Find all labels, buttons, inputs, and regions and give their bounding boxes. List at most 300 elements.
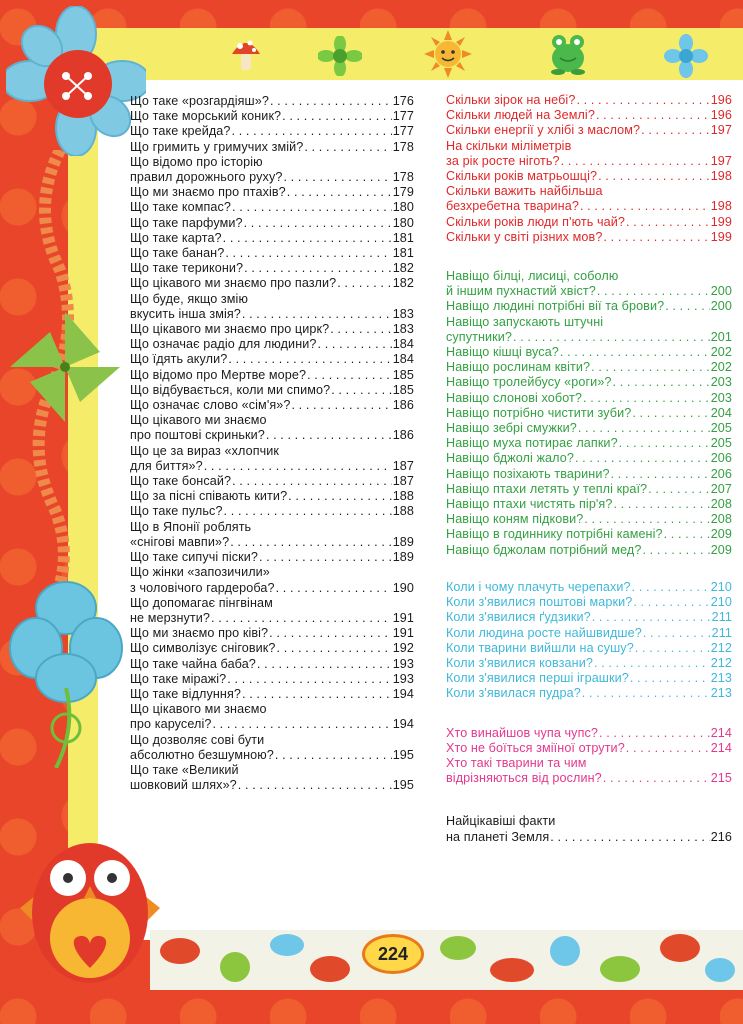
- toc-page-number: 184: [392, 337, 414, 352]
- toc-page-number: 192: [392, 641, 414, 656]
- toc-entry-title-line: Навіщо запускають штучні: [446, 314, 604, 329]
- pattern-blob: [600, 956, 640, 982]
- toc-entry: [446, 671, 732, 686]
- toc-entry-row: [446, 726, 732, 741]
- toc-page-number: 211: [711, 625, 732, 640]
- toc-entry: [446, 497, 732, 512]
- dot-leader: [603, 230, 709, 245]
- toc-page-number: 197: [710, 123, 732, 138]
- toc-entry: [446, 436, 732, 451]
- dot-leader: [230, 535, 392, 550]
- toc-entry-title-line: Що відомо про історію: [130, 154, 263, 169]
- toc-entry-row: [446, 686, 732, 701]
- toc-entry-title-line: Що таке карта?: [130, 230, 222, 245]
- blue-flower-icon: [664, 34, 708, 78]
- toc-entry-title-line: Що в Японії роблять: [130, 519, 252, 534]
- toc-entry: [130, 504, 414, 519]
- toc-entry-row: [130, 398, 414, 413]
- toc-entry-title-line: Що таке терикони?: [130, 261, 244, 276]
- toc-entry-row: [130, 231, 414, 246]
- toc-entry-title-line: Що відомо про Мертве море?: [130, 367, 307, 382]
- yellow-top-strip: [96, 28, 743, 82]
- toc-page-number: 211: [711, 610, 732, 625]
- toc-entry: [130, 413, 414, 443]
- dot-leader: [626, 741, 710, 756]
- toc-entry-title-line: Найцікавіші факти: [446, 814, 556, 829]
- toc-page-number: 195: [392, 747, 414, 762]
- toc-entry-title-line: Що відбувається, коли ми спимо?: [130, 382, 331, 397]
- toc-entry-title-line: Хто винайшов чупа чупс?: [446, 725, 599, 740]
- dot-leader: [594, 656, 710, 671]
- toc-entry-title-line: Навіщо птахи летять у теплі краї?: [446, 481, 648, 496]
- toc-entry-title-line: Що дозволяє сові бути: [130, 732, 265, 747]
- toc-entry: [130, 216, 414, 231]
- toc-entry-row: [130, 94, 414, 109]
- pattern-blob: [270, 934, 304, 956]
- toc-entry: [446, 375, 732, 390]
- toc-entry-row: [446, 93, 732, 108]
- dot-leader: [599, 726, 710, 741]
- toc-entry-row: [130, 459, 414, 474]
- toc-page-number: 193: [392, 656, 414, 671]
- dot-leader: [632, 580, 710, 595]
- toc-page-number: 176: [392, 94, 414, 108]
- toc-page-number: 198: [710, 169, 732, 184]
- toc-entry: [446, 123, 732, 138]
- toc-page-number: 182: [392, 276, 414, 291]
- toc-entry: [446, 527, 732, 542]
- toc-page-number: 199: [710, 214, 732, 229]
- toc-page-number: 189: [392, 550, 414, 565]
- toc-entry-title-line: Що таке «Великий: [130, 762, 239, 777]
- dot-leader: [642, 543, 709, 558]
- toc-entry-row: [446, 467, 732, 482]
- dot-leader: [584, 512, 709, 527]
- toc-entry-row: [446, 771, 732, 786]
- toc-entry-title-line: Навіщо бджолам потрібний мед?: [446, 542, 642, 557]
- toc-entry-title-line: Скільки років матрьошці?: [446, 169, 598, 184]
- dot-leader: [212, 717, 391, 732]
- toc-entry-row: [130, 261, 414, 276]
- toc-entry: [446, 299, 732, 314]
- toc-entry-row: [446, 330, 732, 345]
- toc-entry: [446, 108, 732, 123]
- toc-entry-row: [446, 497, 732, 512]
- toc-entry-title-line: Навіщо коням підкови?: [446, 512, 584, 527]
- toc-entry: [446, 391, 732, 406]
- toc-page-number: 200: [710, 284, 732, 299]
- toc-entry-title-line: Що цікавого ми знаємо про цирк?: [130, 322, 330, 337]
- toc-entry-row: [130, 626, 414, 641]
- toc-page-number: 212: [710, 655, 732, 670]
- toc-entry: [446, 543, 732, 558]
- toc-page-number: 203: [710, 375, 732, 390]
- toc-page-number: 189: [392, 534, 414, 549]
- toc-entry-title-line: Навіщо слонові хобот?: [446, 390, 583, 405]
- toc-page-number: 187: [392, 474, 414, 489]
- toc-entry-row: [130, 687, 414, 702]
- toc-entry-title-line: Що таке компас?: [130, 200, 232, 215]
- dot-leader: [582, 686, 710, 701]
- toc-entry: [130, 702, 414, 732]
- toc-entry: [446, 169, 732, 184]
- toc-entry-title-line: шовковий шлях»?: [130, 778, 237, 793]
- toc-entry-title-line: Що цікавого ми знаємо: [130, 702, 267, 717]
- dot-leader: [318, 337, 392, 352]
- toc-entry: [446, 610, 732, 625]
- toc-entry-title-line: Що цікавого ми знаємо: [130, 413, 267, 428]
- toc-entry-row: [446, 741, 732, 756]
- toc-entry-title-line: Коли з'явилася пудра?: [446, 686, 581, 701]
- dot-leader: [665, 299, 709, 314]
- dot-leader: [259, 550, 392, 565]
- toc-entry: [130, 109, 414, 124]
- dot-leader: [648, 482, 710, 497]
- toc-entry: [130, 368, 414, 383]
- toc-group-black: [446, 814, 732, 844]
- dot-leader: [578, 421, 710, 436]
- toc-group-pink: [446, 726, 732, 787]
- toc-entry-title-line: безхребетна тварина?: [446, 199, 579, 214]
- pattern-blob: [660, 934, 700, 962]
- toc-page-number: 215: [710, 771, 732, 786]
- toc-page-number: 182: [392, 261, 414, 276]
- dot-leader: [550, 830, 709, 845]
- toc-entry-row: [446, 830, 732, 845]
- toc-entry: [130, 596, 414, 626]
- toc-entry: [446, 656, 732, 671]
- toc-page-number: 209: [710, 542, 732, 557]
- dot-leader: [603, 771, 710, 786]
- toc-entry-title-line: Скільки енергії у хлібі з маслом?: [446, 123, 641, 138]
- toc-entry: [446, 756, 732, 786]
- toc-entry-row: [446, 299, 732, 314]
- toc-entry-row: [446, 284, 732, 299]
- toc-entry: [130, 641, 414, 656]
- toc-right-column: [446, 93, 732, 845]
- toc-entry: [446, 686, 732, 701]
- toc-page-number: 195: [392, 778, 414, 793]
- toc-page-number: 180: [392, 200, 414, 215]
- toc-entry-row: [130, 322, 414, 337]
- toc-entry-row: [130, 109, 414, 124]
- pattern-blob: [705, 958, 735, 982]
- toc-entry-title-line: Навіщо птахи чистять пір'я?: [446, 497, 613, 512]
- toc-entry-title-line: Коли людина росте найшвидше?: [446, 625, 642, 640]
- toc-entry-title-line: «снігові мавпи»?: [130, 534, 230, 549]
- toc-page-number: 185: [392, 382, 414, 397]
- toc-entry-title-line: не мерзнути?: [130, 610, 211, 625]
- toc-entry: [446, 230, 732, 245]
- dot-leader: [575, 451, 710, 466]
- toc-entry: [446, 421, 732, 436]
- toc-page-number: 210: [710, 579, 732, 594]
- toc-entry: [446, 451, 732, 466]
- dot-leader: [257, 657, 392, 672]
- toc-entry-row: [446, 641, 732, 656]
- toc-entry-row: [130, 717, 414, 732]
- toc-entry: [446, 726, 732, 741]
- toc-entry-row: [130, 276, 414, 291]
- toc-entry-title-line: правил дорожнього руху?: [130, 170, 283, 185]
- toc-entry-title-line: Що означає радіо для людини?: [130, 337, 317, 352]
- green-flower-icon: [318, 36, 362, 76]
- toc-entry-row: [446, 199, 732, 214]
- toc-entry-title-line: Навіщо муха потирає лапки?: [446, 436, 618, 451]
- dot-leader: [223, 231, 392, 246]
- frog-icon: [548, 32, 588, 76]
- toc-entry: [130, 474, 414, 489]
- toc-page-number: 205: [710, 421, 732, 436]
- toc-page-number: 196: [710, 108, 732, 123]
- dot-leader: [307, 368, 392, 383]
- toc-page-number: 181: [392, 246, 414, 261]
- toc-entry-title-line: Що це за вираз «хлопчик: [130, 443, 280, 458]
- toc-entry-title-line: Що таке «розгардіяш»?: [130, 94, 269, 108]
- toc-entry-title-line: Що їдять акули?: [130, 352, 228, 367]
- toc-entry-row: [130, 672, 414, 687]
- page-number-badge: 224: [362, 934, 424, 974]
- toc-entry: [446, 482, 732, 497]
- toc-page-number: 199: [710, 229, 732, 244]
- toc-entry-row: [130, 200, 414, 215]
- dot-leader: [561, 154, 710, 169]
- toc-left-column: [130, 94, 414, 793]
- toc-entry-title-line: відрізняються від рослин?: [446, 771, 602, 786]
- pattern-blob: [490, 958, 534, 982]
- dot-leader: [643, 626, 711, 641]
- dot-leader: [330, 322, 391, 337]
- toc-entry-title-line: Що таке відлуння?: [130, 686, 242, 701]
- toc-entry-row: [446, 527, 732, 542]
- toc-page-number: 209: [710, 527, 732, 542]
- toc-entry: [446, 641, 732, 656]
- dot-leader: [269, 626, 392, 641]
- toc-entry-title-line: Коли з'явилися поштові марки?: [446, 595, 633, 610]
- toc-entry-title-line: Навіщо зебрі смужки?: [446, 421, 577, 436]
- toc-entry-row: [446, 610, 732, 625]
- dot-leader: [211, 611, 392, 626]
- toc-entry: [446, 215, 732, 230]
- toc-entry-title-line: абсолютно безшумною?: [130, 747, 274, 762]
- toc-entry-row: [130, 504, 414, 519]
- toc-entry-title-line: з чоловічого гардероба?: [130, 580, 275, 595]
- toc-page-number: 214: [710, 740, 732, 755]
- toc-entry-row: [130, 140, 414, 155]
- dot-leader: [288, 489, 392, 504]
- toc-page-number: 214: [710, 725, 732, 740]
- toc-entry-title-line: Навіщо в годиннику потрібні камені?: [446, 527, 663, 542]
- toc-entry: [130, 124, 414, 139]
- toc-entry-title-line: Навіщо білці, лисиці, соболю: [446, 269, 619, 284]
- toc-page-number: 216: [710, 829, 732, 844]
- dot-leader: [282, 109, 392, 124]
- toc-page-number: 193: [392, 671, 414, 686]
- toc-entry-row: [446, 671, 732, 686]
- toc-entry-row: [446, 482, 732, 497]
- dot-leader: [633, 595, 709, 610]
- toc-entry-title-line: Скільки у світі різних мов?: [446, 229, 603, 244]
- dot-leader: [576, 93, 709, 108]
- toc-entry: [446, 184, 732, 214]
- toc-page-number: 177: [392, 124, 414, 139]
- toc-page-number: 197: [710, 153, 732, 168]
- toc-entry: [130, 763, 414, 793]
- toc-entry: [130, 565, 414, 595]
- dot-leader: [276, 581, 392, 596]
- toc-entry-row: [446, 421, 732, 436]
- flower-button-decoration: [6, 6, 146, 156]
- toc-page-number: 198: [710, 199, 732, 214]
- toc-entry-row: [446, 580, 732, 595]
- toc-entry-title-line: й іншим пухнастий хвіст?: [446, 284, 596, 299]
- toc-entry: [446, 139, 732, 169]
- toc-entry-title-line: Навіщо потрібно чистити зуби?: [446, 405, 632, 420]
- toc-page-number: 191: [392, 610, 414, 625]
- toc-entry-title-line: Скільки років люди п'ють чай?: [446, 214, 625, 229]
- dot-leader: [242, 687, 392, 702]
- toc-entry-row: [130, 337, 414, 352]
- toc-entry: [446, 580, 732, 595]
- toc-entry-row: [446, 512, 732, 527]
- dot-leader: [626, 215, 710, 230]
- dot-leader: [591, 360, 710, 375]
- toc-page-number: 213: [710, 686, 732, 701]
- toc-entry: [130, 687, 414, 702]
- toc-entry-title-line: Що таке чайна баба?: [130, 656, 256, 671]
- toc-entry-row: [130, 489, 414, 504]
- dot-leader: [598, 169, 710, 184]
- toc-page-number: 206: [710, 451, 732, 466]
- toc-entry-row: [130, 216, 414, 231]
- toc-entry-title-line: про каруселі?: [130, 717, 212, 732]
- dot-leader: [337, 276, 391, 291]
- dot-leader: [613, 497, 709, 512]
- toc-entry-title-line: Коли з'явилися перші іграшки?: [446, 671, 629, 686]
- toc-entry-title-line: Навіщо людині потрібні вії та брови?: [446, 299, 665, 314]
- dot-leader: [597, 284, 710, 299]
- toc-page-number: 203: [710, 390, 732, 405]
- dot-leader: [283, 170, 391, 185]
- pinwheel-decoration: [10, 312, 120, 422]
- toc-entry-title-line: Що ми знаємо про ківі?: [130, 626, 269, 641]
- toc-page-number: 212: [710, 640, 732, 655]
- toc-page-number: 178: [392, 139, 414, 154]
- toc-entry-row: [130, 611, 414, 626]
- dot-leader: [641, 123, 710, 138]
- toc-page-number: 180: [392, 215, 414, 230]
- owl-illustration: [10, 818, 170, 988]
- dot-leader: [228, 352, 391, 367]
- dot-leader: [580, 199, 710, 214]
- toc-entry-title-line: Що таке банан?: [130, 246, 225, 261]
- toc-entry: [130, 94, 414, 109]
- toc-entry-title-line: Коли з'явилися ковзани?: [446, 655, 593, 670]
- toc-entry-row: [130, 428, 414, 443]
- toc-page-number: 188: [392, 504, 414, 519]
- toc-entry: [130, 246, 414, 261]
- toc-entry: [130, 140, 414, 155]
- toc-entry: [446, 814, 732, 844]
- dot-leader: [232, 124, 392, 139]
- toc-entry-title-line: Скільки важить найбільша: [446, 184, 603, 199]
- toc-entry: [446, 93, 732, 108]
- toc-entry-row: [130, 581, 414, 596]
- toc-entry-row: [446, 595, 732, 610]
- toc-group-red: [446, 93, 732, 245]
- toc-entry-title-line: Навіщо тролейбусу «роги»?: [446, 375, 612, 390]
- toc-page-number: 194: [392, 717, 414, 732]
- toc-entry-row: [446, 345, 732, 360]
- dot-leader: [225, 246, 391, 261]
- toc-entry: [130, 155, 414, 185]
- toc-entry-row: [130, 246, 414, 261]
- toc-page-number: 186: [392, 398, 414, 413]
- toc-page-number: 202: [710, 345, 732, 360]
- toc-entry: [130, 444, 414, 474]
- dot-leader: [635, 641, 710, 656]
- toc-entry-row: [446, 391, 732, 406]
- dot-leader: [277, 641, 392, 656]
- toc-entry: [446, 741, 732, 756]
- pattern-blob: [160, 938, 200, 964]
- toc-page-number: 191: [392, 626, 414, 641]
- toc-entry-row: [130, 368, 414, 383]
- bottom-pattern-strip: [150, 930, 743, 990]
- toc-entry: [130, 322, 414, 337]
- mushroom-icon: [228, 32, 264, 76]
- pattern-blob: [310, 956, 350, 982]
- toc-entry: [130, 550, 414, 565]
- toc-entry-row: [446, 436, 732, 451]
- toc-entry-title-line: Скільки людей на Землі?: [446, 108, 595, 123]
- toc-entry-title-line: Що таке крейда?: [130, 124, 231, 139]
- toc-entry-row: [446, 451, 732, 466]
- pattern-blob: [220, 952, 250, 982]
- toc-entry-title-line: Хто такі тварини та чим: [446, 755, 587, 770]
- toc-page-number: 208: [710, 512, 732, 527]
- toc-entry-row: [130, 383, 414, 398]
- toc-entry: [130, 657, 414, 672]
- toc-entry-row: [130, 550, 414, 565]
- toc-page-number: 179: [392, 185, 414, 200]
- toc-entry-row: [446, 123, 732, 138]
- toc-entry: [130, 352, 414, 367]
- toc-entry-title-line: Що таке бонсай?: [130, 474, 232, 489]
- dot-leader: [583, 391, 710, 406]
- toc-page-number: 177: [392, 109, 414, 124]
- toc-entry: [446, 512, 732, 527]
- toc-entry: [446, 315, 732, 345]
- dot-leader: [664, 527, 710, 542]
- toc-entry-row: [130, 748, 414, 763]
- dot-leader: [304, 140, 391, 155]
- pattern-blob: [440, 936, 476, 960]
- dot-leader: [266, 428, 392, 443]
- dot-leader: [224, 504, 392, 519]
- toc-page-number: 183: [392, 322, 414, 337]
- toc-entry-title-line: за рік росте ніготь?: [446, 153, 560, 168]
- toc-entry-title-line: Що жінки «запозичили»: [130, 565, 270, 580]
- toc-entry: [130, 231, 414, 246]
- toc-group-blue: [446, 580, 732, 702]
- toc-entry-title-line: на планеті Земля: [446, 829, 550, 844]
- toc-entry-title-line: вкусить інша змія?: [130, 306, 241, 321]
- toc-entry-row: [130, 352, 414, 367]
- dot-leader: [619, 436, 710, 451]
- dot-leader: [244, 261, 392, 276]
- toc-page-number: 200: [710, 299, 732, 314]
